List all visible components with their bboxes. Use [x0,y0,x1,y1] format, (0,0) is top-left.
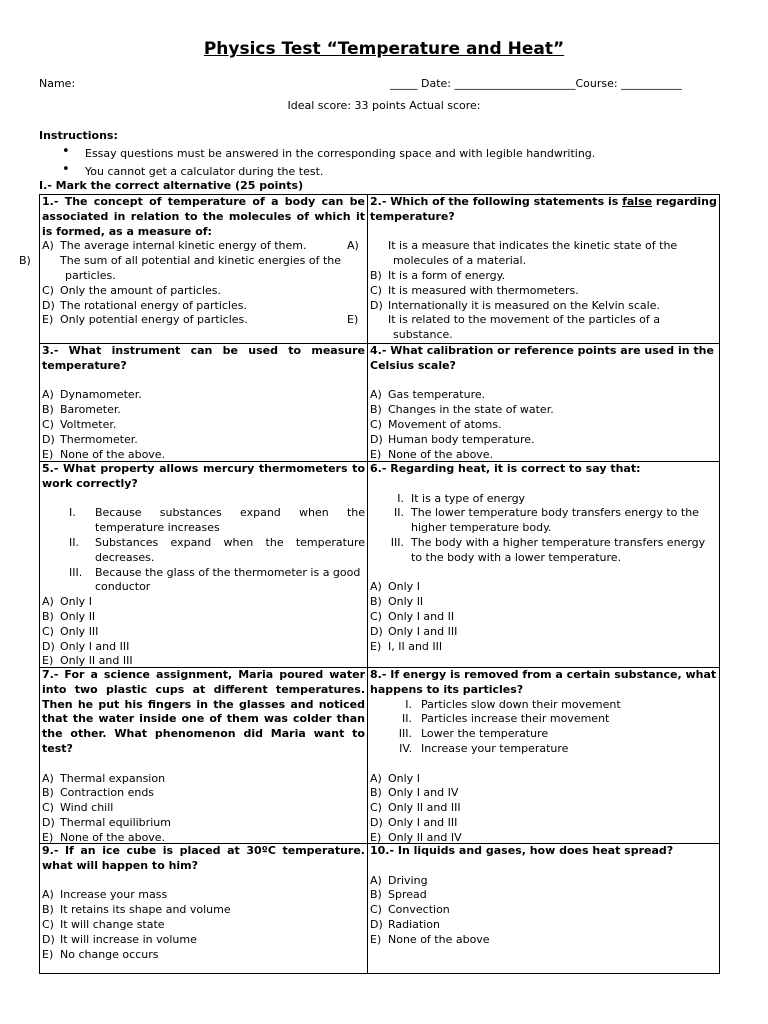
answer-option[interactable]: D) Only I and III [42,639,130,653]
answer-option[interactable]: B) It is a form of energy. [370,268,506,282]
answer-option[interactable]: C) Voltmeter. [42,417,117,431]
answer-option[interactable]: D) Only I and III [370,624,458,638]
answer-option[interactable]: E) Only potential energy of particles. [42,313,248,327]
answer-option[interactable]: C) It will change state [42,917,165,931]
bullet-icon: • [62,162,70,177]
question-text: 8.- If energy is removed from a certain substance, what happens to its particles? [370,668,717,696]
statement-item: II. The lower temperature body transfers energy to the higher temperature body. [394,506,699,535]
answer-option[interactable]: B) Barometer. [42,403,121,417]
answer-option[interactable]: E) None of the above. [42,830,166,844]
answer-option[interactable]: C) Only III [42,624,99,638]
question-text: 9.- If an ice cube is placed at 30ºC temperature. what will happen to him? [42,844,365,872]
answer-option[interactable]: B) Changes in the state of water. [370,403,554,417]
answer-option[interactable]: D) Thermometer. [42,432,138,446]
question-cell-4 [367,343,720,462]
answer-option[interactable]: A) Driving [370,873,428,887]
answer-option[interactable]: D) Only I and III [370,815,458,829]
answer-option[interactable]: A) Dynamometer. [42,388,142,402]
question-text: 7.- For a science assignment, Maria poured water into two plastic cups at different temperatures. Then he put his fingers in the glasses and noticed that the water inside one of them was colder than the other. What phenomenon did Maria want to test? [42,668,365,755]
question-text: 3.- What instrument can be used to measure temperature? [42,344,365,372]
instruction-item: Essay questions must be answered in the corresponding space and with legible handwriting. [85,147,596,160]
answer-option[interactable]: C) Convection [370,903,450,917]
answer-option[interactable]: A) It is a measure that indicates the kinetic state of the molecules of a material. [347,239,678,268]
answer-option[interactable]: B) Contraction ends [42,786,155,800]
answer-option[interactable]: C) Only I and II [370,609,455,623]
answer-option[interactable]: C) Only II and III [370,801,461,815]
answer-option[interactable]: C) Only the amount of particles. [42,283,221,297]
statement-item: I. It is a type of energy [397,491,526,505]
answer-option[interactable]: A) The average internal kinetic energy of them. [42,239,307,253]
answer-option[interactable]: D) It will increase in volume [42,932,197,946]
statement-item: I. Because substances expand when the temperature increases [69,506,365,535]
question-cell-5 [39,461,368,668]
answer-option[interactable]: A) Only I [370,580,420,594]
bullet-icon: • [62,144,70,159]
answer-option[interactable]: B) Only I and IV [370,786,459,800]
statement-item: III. The body with a higher temperature transfers energy to the body with a lower temperature. [390,535,706,564]
statement-item: I. Particles slow down their movement [405,697,621,711]
answer-option[interactable]: D) Internationally it is measured on the Kelvin scale. [370,298,660,312]
answer-option[interactable]: B) The sum of all potential and kinetic energies of the particles. [19,254,342,282]
statement-item: IV. Increase your temperature [399,741,569,755]
question-cell-1 [19,194,368,344]
answer-option[interactable]: E) None of the above. [370,447,494,461]
question-cell-9 [39,843,368,974]
answer-option[interactable]: C) Movement of atoms. [370,417,502,431]
instructions-heading: Instructions: [39,129,118,142]
question-cell-7 [39,667,368,844]
answer-option[interactable]: D) Radiation [370,917,440,931]
answer-option[interactable]: E) I, II and III [370,639,443,653]
question-text: 5.- What property allows mercury thermometers to work correctly? [42,462,365,490]
answer-option[interactable]: A) Gas temperature. [370,388,486,402]
answer-option[interactable]: B) It retains its shape and volume [42,903,231,917]
answer-option[interactable]: E) It is related to the movement of the particles of a substance. [347,313,661,342]
answer-option[interactable]: E) No change occurs [42,947,159,961]
answer-option[interactable]: A) Thermal expansion [42,771,166,785]
question-text: 2.- Which of the following statements is false regarding temperature? [370,195,717,223]
answer-option[interactable]: C) Wind chill [42,801,114,815]
student-info-row [39,77,709,92]
answer-option[interactable]: A) Increase your mass [42,888,168,902]
question-text: 1.- The concept of temperature of a body can be associated in relation to the molecules of which it is formed, as a measure of: [42,195,365,238]
question-text: 6.- Regarding heat, it is correct to say that: [370,462,641,475]
page-title: Physics Test “Temperature and Heat” [203,39,565,59]
question-cell-8 [367,667,720,844]
answer-option[interactable]: A) Only I [42,595,92,609]
questions-table [19,194,720,974]
section-heading: I.- Mark the correct alternative (25 points) [39,179,304,192]
question-cell-2 [347,194,720,344]
answer-option[interactable]: E) Only II and IV [370,830,462,844]
score-line: Ideal score: 33 points Actual score: [287,99,481,112]
answer-option[interactable]: E) None of the above [370,932,490,946]
statement-item: II. Particles increase their movement [402,712,610,726]
name-label: Name: [39,77,76,90]
answer-option[interactable]: D) The rotational energy of particles. [42,298,248,312]
question-cell-6 [367,461,720,668]
emphasis-false: false [622,195,653,208]
answer-option[interactable]: D) Thermal equilibrium [42,815,171,829]
statement-item: III. Lower the temperature [398,727,549,741]
question-cell-10 [367,843,720,974]
statement-item: III. Because the glass of the thermometer is a good conductor [69,565,361,594]
date-course-line: _____ Date: ______________________Course: ___________ [390,77,682,90]
answer-option[interactable]: A) Only I [370,771,420,785]
answer-option[interactable]: B) Only II [370,595,424,609]
answer-option[interactable]: D) Human body temperature. [370,432,535,446]
question-cell-3 [39,343,368,462]
answer-option[interactable]: B) Spread [370,888,427,902]
question-text: 4.- What calibration or reference points are used in the Celsius scale? [370,344,714,372]
answer-option[interactable]: C) It is measured with thermometers. [370,283,579,297]
answer-option[interactable]: E) None of the above. [42,447,166,461]
instruction-item: You cannot get a calculator during the test. [85,165,324,178]
statement-item: II. Substances expand when the temperature decreases. [69,535,365,564]
question-text: 10.- In liquids and gases, how does heat spread? [370,844,674,857]
answer-option[interactable]: E) Only II and III [42,654,133,668]
answer-option[interactable]: B) Only II [42,609,96,623]
